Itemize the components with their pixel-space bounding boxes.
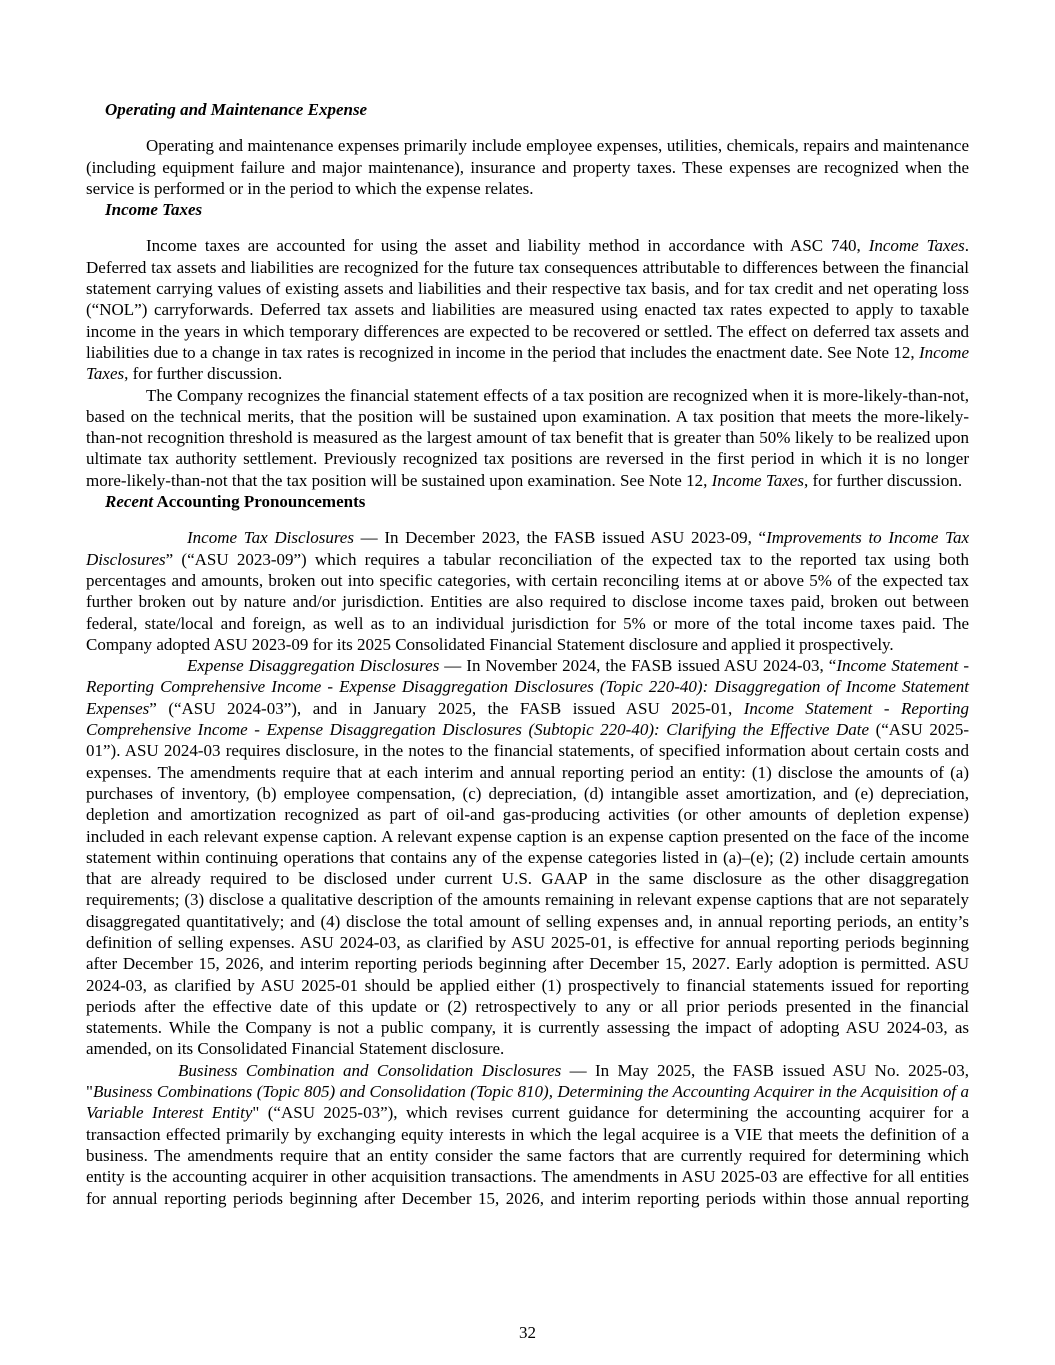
text-run: Income Taxes	[711, 470, 804, 490]
document-body	[86, 99, 969, 1209]
text-run: (“ASU 2025-01”). ASU 2024-03 requires disclosure, in the notes to the financial statements, of specified information about certain costs and expenses. The amendments require that at each interim and annual reporting period an entity: (1) disclose the amounts of (a) purchases of inventory, (b) employee compensation, (c) depreciation, (d) intangible asset amortization, and (e) depreciation, depletion and amortization recognized as part of oil-and gas-producing activities (or other amounts of depletion expense) included in each relevant expense caption. A relevant expense caption is an expense caption presented on the face of the income statement within continuing operations that contains any of the expense categories listed in (a)–(e); (2) include certain amounts that are already required to be disclosed under current U.S. GAAP in the same disclosure as the other disaggregation requirements; (3) disclose a qualitative description of the amounts remaining in relevant expense captions that are not separately disaggregated quantitatively; and (4) disclose the total amount of selling expenses and, in annual reporting periods, an entity’s definition of selling expenses. ASU 2024-03, as clarified by ASU 2025-01, is effective for annual reporting periods beginning after December 15, 2026, and interim reporting periods beginning after December 15, 2027. Early adoption is permitted. ASU 2024-03, as clarified by ASU 2025-01 should be applied either (1) prospectively to financial statements issued for reporting periods after the effective date of this update or (2) retrospectively to any or all prior periods presented in the financial statements. While the Company is not a public company, it is currently assessing the impact of adopting ASU 2024-03, as amended, on its Consolidated Financial Statement disclosure.	[86, 720, 969, 1059]
text-run: Income Statement - Reporting Comprehensive Income - Expense Disaggregation Disclosures (Subtopic 220-40): Clarifying the Effective Date	[86, 698, 969, 740]
text-run: — In December 2023, the FASB issued ASU 2023-09, “	[353, 528, 767, 548]
text-run: Income Statement - Reporting Comprehensive Income - Expense Disaggregation Disclosures (Topic 220-40): Disaggregation of Income Statement Expenses	[86, 656, 969, 718]
text-run: Operating and Maintenance Expense	[105, 100, 368, 119]
text-run: Business Combination and Consolidation Disclosures	[178, 1060, 562, 1080]
text-run: , for further discussion.	[803, 470, 963, 490]
text-run: . Deferred tax assets and liabilities are recognized for the future tax consequences attributable to differences between the financial statement carrying values of existing assets and liabilities and their respective tax basis, and for tax credit and net operating loss (“NOL”) carryforwards. Deferred tax assets and liabilities are measured using enacted tax rates expected to apply to taxable income in the years in which temporary differences are expected to be recovered or settled. The effect on deferred tax assets and liabilities due to a change in tax rates is recognized in income in the period that includes the enactment date. See Note 12,	[86, 236, 969, 362]
heading-income-taxes	[86, 199, 969, 220]
text-run: Income Tax Disclosures	[187, 528, 354, 548]
para-operating-and-maintenance-expense	[86, 135, 969, 199]
text-run: ” (“ASU 2023-09”) which requires a tabular reconciliation of the expected tax to the reported tax using both percentages and amounts, broken out into specific categories, with certain reconciling items at or above 5% of the expected tax further broken out by nature and/or jurisdiction. Entities are also required to disclose income taxes paid, broken out between federal, state/local and foreign, as well as to an individual jurisdiction for 5% or more of the total income taxes paid. The Company adopted ASU 2023-09 for its 2025 Consolidated Financial Statement disclosure and applied it prospectively.	[86, 549, 969, 654]
text-run: Income Taxes	[868, 236, 965, 256]
heading-recent-accounting-pronouncements	[86, 491, 969, 512]
page-number: 32	[519, 1322, 536, 1342]
para-income-tax-disclosures	[86, 527, 969, 655]
para-business-combination-and-consolidation-disclosures	[86, 1060, 969, 1209]
text-run: Income Taxes	[105, 200, 203, 220]
text-run: ” (“ASU 2024-03”), and in January 2025, the FASB issued ASU 2025-01,	[149, 698, 744, 718]
heading-operating-and-maintenance-expense	[86, 99, 969, 120]
para-expense-disaggregation-disclosures	[86, 655, 969, 1060]
text-run: Operating and maintenance expenses primarily include employee expenses, utilities, chemicals, repairs and maintenance (including equipment failure and major maintenance), insurance and property taxes. These expenses are recognized when the service is performed or in the period to which the expense relates.	[86, 136, 969, 198]
text-run: — In November 2024, the FASB issued ASU 2024-03, “	[439, 656, 837, 676]
text-run: Improvements to Income Tax Disclosures	[86, 528, 969, 569]
text-run: Income taxes are accounted for using the asset and liability method in accordance with ASC 740,	[146, 236, 869, 256]
text-run: — In May 2025, the FASB issued ASU No. 2025-03, "	[86, 1060, 969, 1102]
page-footer	[86, 1322, 969, 1365]
text-run: Accounting Pronouncements	[153, 492, 366, 512]
para-income-taxes-2	[86, 385, 969, 491]
text-run: Income Taxes	[86, 342, 969, 384]
text-run: , for further discussion.	[124, 364, 283, 384]
text-run: " (“ASU 2025-03”), which revises current guidance for determining the accounting acquirer for a transaction effected primarily by exchanging equity interests in which the legal acquiree is a VIE that meets the definition of a business. The amendments require that an entity consider the same factors that are currently required for determining which entity is the accounting acquirer in other acquisition transactions. The amendments in ASU 2025-03 are effective for all entities for annual reporting periods beginning after December 15, 2026, and interim reporting periods within those annual reporting	[86, 1103, 969, 1208]
text-run: Recent	[105, 492, 154, 512]
text-run: Business Combinations (Topic 805) and Consolidation (Topic 810), Determining the Accounting Acquirer in the Acquisition of a Variable Interest Entity	[86, 1082, 969, 1123]
text-run: The Company recognizes the financial statement effects of a tax position are recognized when it is more-likely-than-not, based on the technical merits, that the position will be sustained upon examination. A tax position that meets the more-likely-than-not recognition threshold is measured as the largest amount of tax benefit that is greater than 50% likely to be realized upon ultimate tax authority settlement. Previously recognized tax positions are reversed in the first period in which it is no longer more-likely-than-not that the tax position will be sustained upon examination. See Note 12,	[86, 385, 969, 490]
para-income-taxes-1	[86, 235, 969, 384]
text-run: Expense Disaggregation Disclosures	[187, 656, 440, 676]
